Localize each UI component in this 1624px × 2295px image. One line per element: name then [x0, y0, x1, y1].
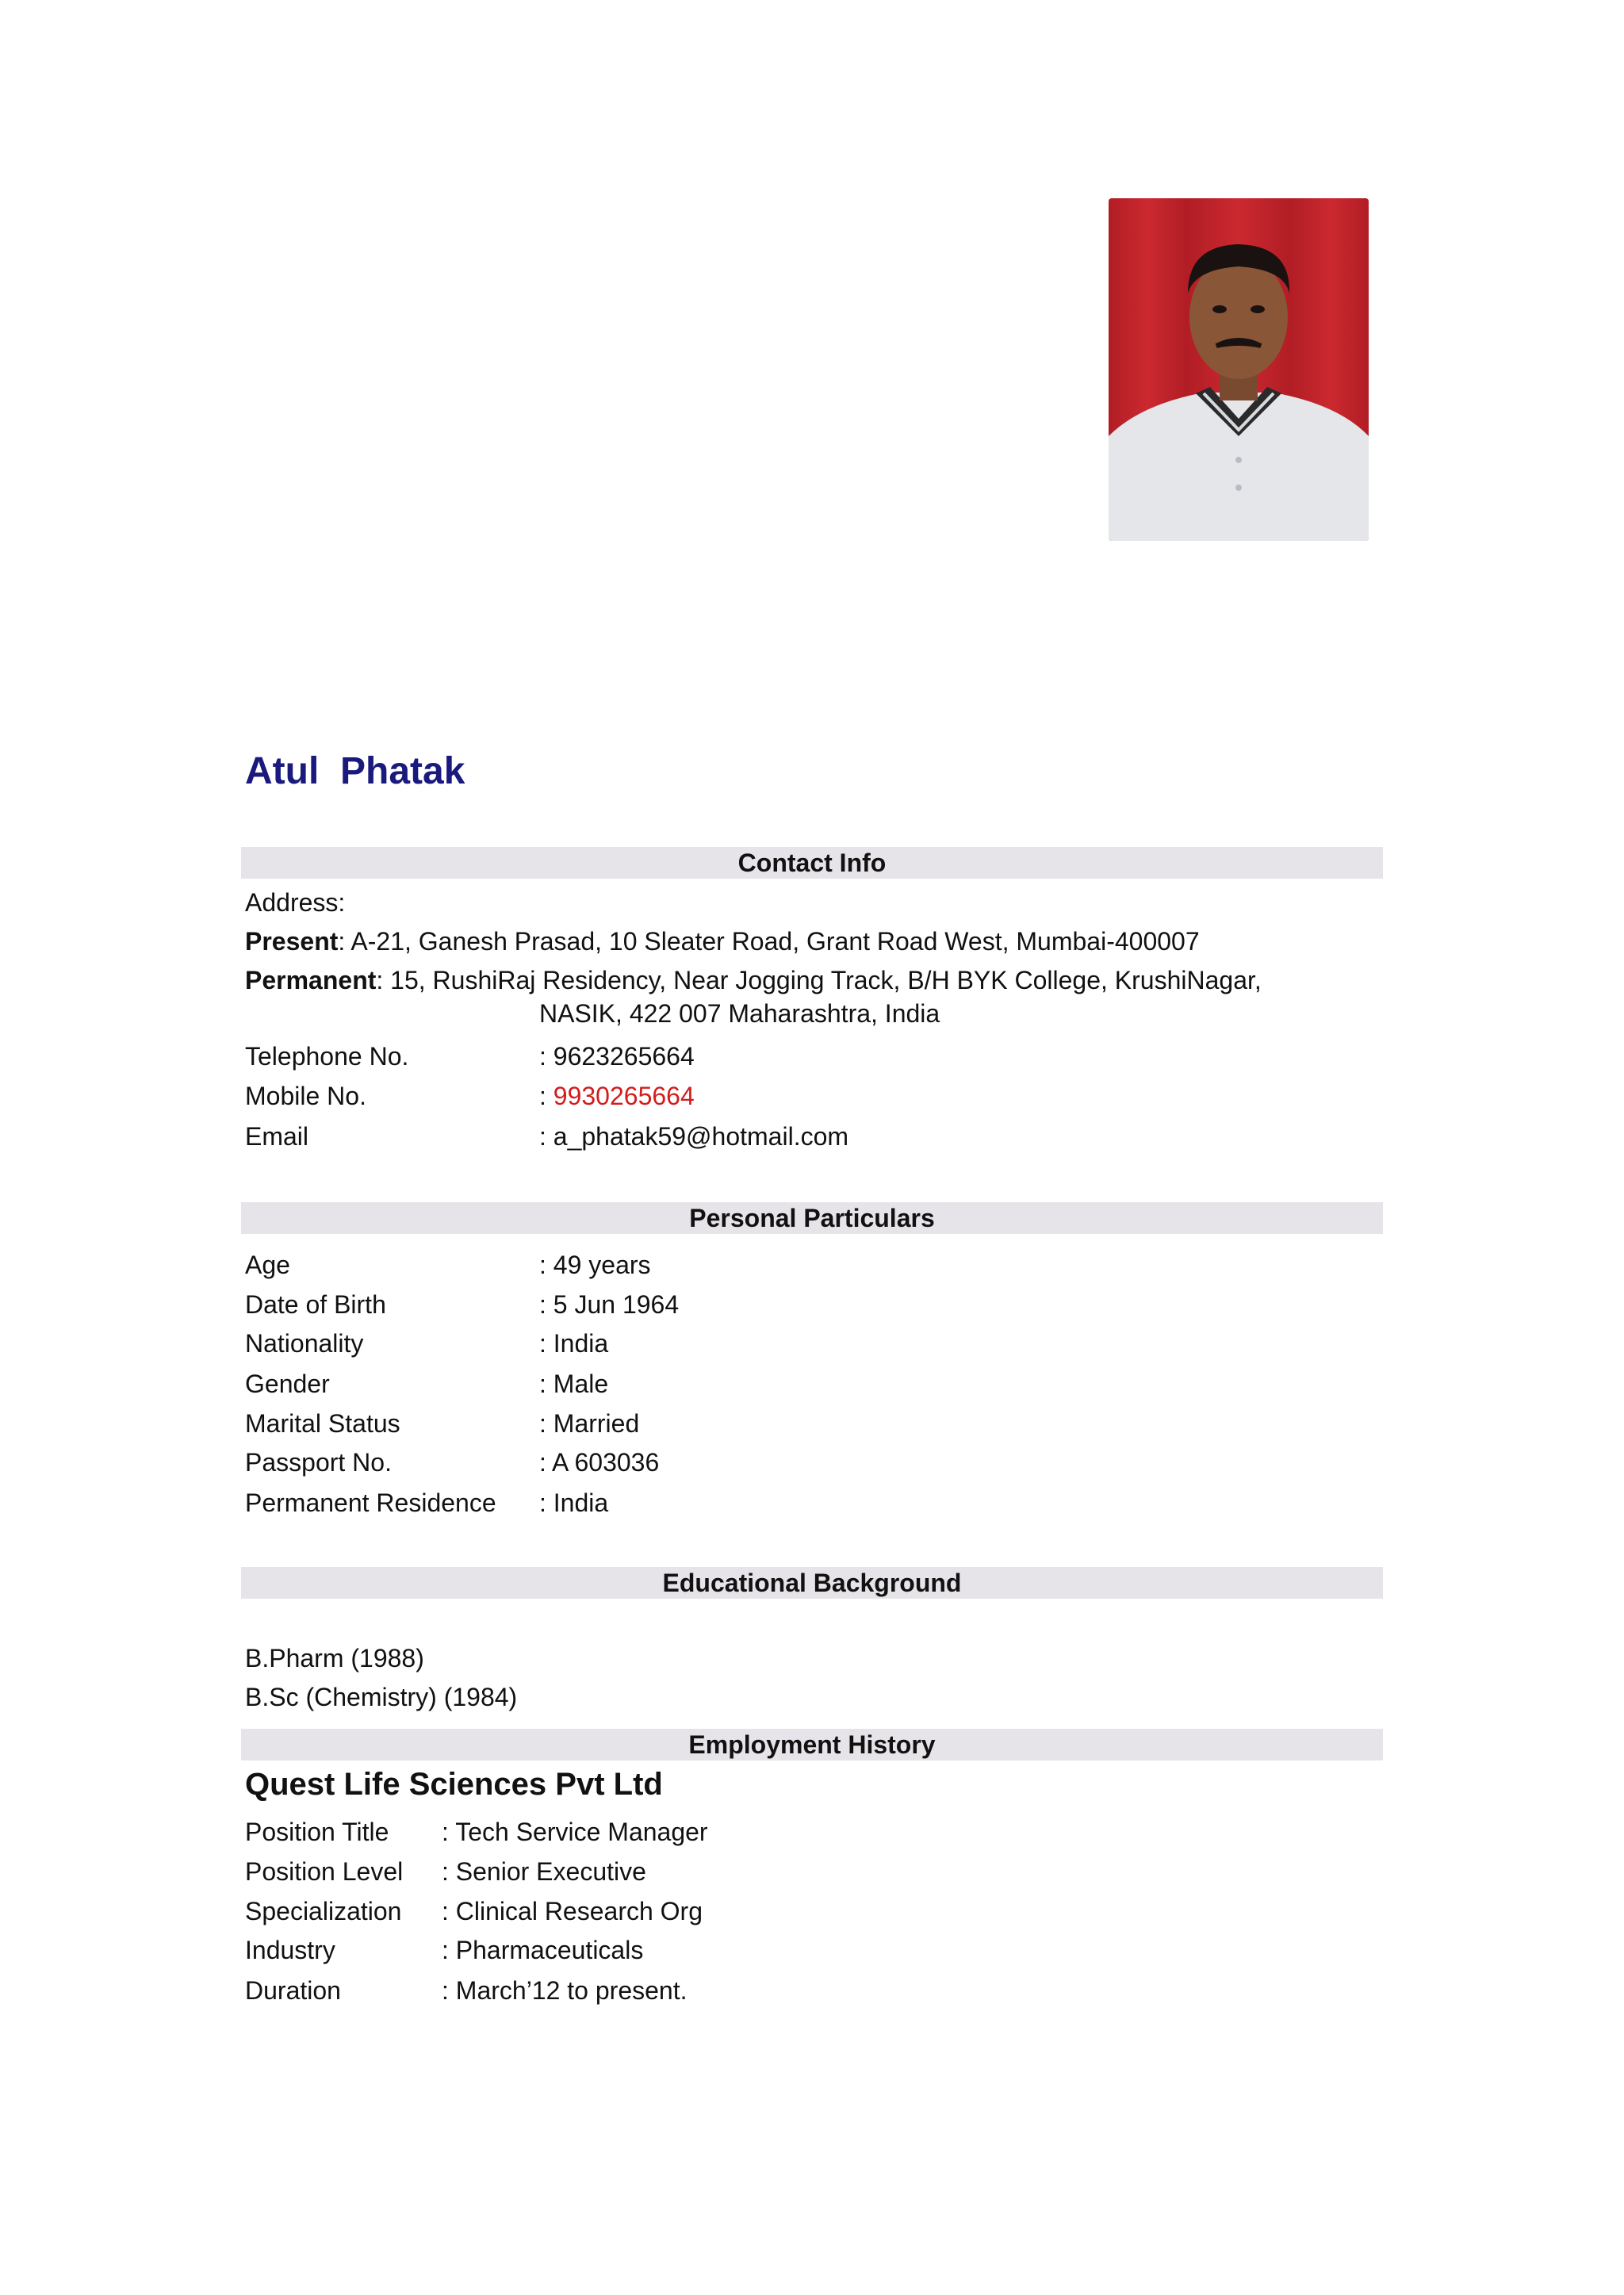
company-name: Quest Life Sciences Pvt Ltd	[245, 1767, 663, 1802]
employment-row-label: Position Level	[245, 1857, 404, 1886]
present-address-value: : A-21, Ganesh Prasad, 10 Sleater Road, Grant Road West, Mumbai-400007	[338, 927, 1200, 956]
personal-row-label: Nationality	[245, 1329, 364, 1358]
personal-row-label: Date of Birth	[245, 1290, 386, 1319]
permanent-address-line2: NASIK, 422 007 Maharashtra, India	[539, 999, 940, 1028]
contact-info-header: Contact Info	[241, 847, 1383, 879]
email-label: Email	[245, 1122, 309, 1151]
permanent-address-line1: : 15, RushiRaj Residency, Near Jogging Track, B/H BYK College, KrushiNagar,	[376, 966, 1262, 994]
employment-row-value: : Senior Executive	[442, 1857, 646, 1886]
telephone-label: Telephone No.	[245, 1042, 409, 1071]
present-address-row	[245, 925, 1200, 957]
profile-photo-image	[1109, 198, 1369, 541]
personal-row-value: : Married	[539, 1409, 640, 1438]
employment-row-value: : Tech Service Manager	[442, 1818, 708, 1846]
personal-row-label: Permanent Residence	[245, 1488, 496, 1517]
permanent-label: Permanent	[245, 966, 377, 994]
personal-row-label: Passport No.	[245, 1448, 392, 1477]
personal-row-label: Marital Status	[245, 1409, 400, 1438]
profile-photo	[1109, 198, 1369, 541]
address-label: Address:	[245, 888, 346, 917]
employment-row-value: : March’12 to present.	[442, 1976, 688, 2005]
mobile-label: Mobile No.	[245, 1082, 366, 1110]
candidate-name: Atul Phatak	[245, 750, 465, 792]
telephone-value-wrap	[539, 1040, 695, 1072]
personal-particulars-header: Personal Particulars	[241, 1202, 1383, 1234]
permanent-address-row	[245, 964, 1262, 996]
personal-row-label: Age	[245, 1251, 290, 1279]
employment-row-label: Specialization	[245, 1897, 402, 1925]
education-item: B.Pharm (1988)	[245, 1644, 424, 1672]
personal-row-value: : India	[539, 1329, 609, 1358]
mobile-value: 9930265664	[553, 1082, 695, 1110]
employment-row-label: Duration	[245, 1976, 341, 2005]
personal-row-value: : India	[539, 1488, 609, 1517]
telephone-value: 9623265664	[553, 1042, 695, 1071]
employment-history-header: Employment History	[241, 1729, 1383, 1761]
present-label: Present	[245, 927, 339, 956]
employment-row-value: : Pharmaceuticals	[442, 1936, 644, 1964]
educational-background-header: Educational Background	[241, 1567, 1383, 1599]
mobile-colon: :	[539, 1082, 553, 1110]
personal-row-value: : 49 years	[539, 1251, 651, 1279]
mobile-value-wrap	[539, 1080, 695, 1112]
email-value[interactable]: : a_phatak59@hotmail.com	[539, 1122, 849, 1151]
personal-row-value: : Male	[539, 1370, 609, 1398]
telephone-colon: :	[539, 1042, 553, 1071]
education-item: B.Sc (Chemistry) (1984)	[245, 1683, 518, 1711]
personal-row-value: : 5 Jun 1964	[539, 1290, 680, 1319]
personal-row-label: Gender	[245, 1370, 330, 1398]
employment-row-label: Position Title	[245, 1818, 389, 1846]
employment-row-label: Industry	[245, 1936, 335, 1964]
personal-row-value: : A 603036	[539, 1448, 660, 1477]
employment-row-value: : Clinical Research Org	[442, 1897, 703, 1925]
